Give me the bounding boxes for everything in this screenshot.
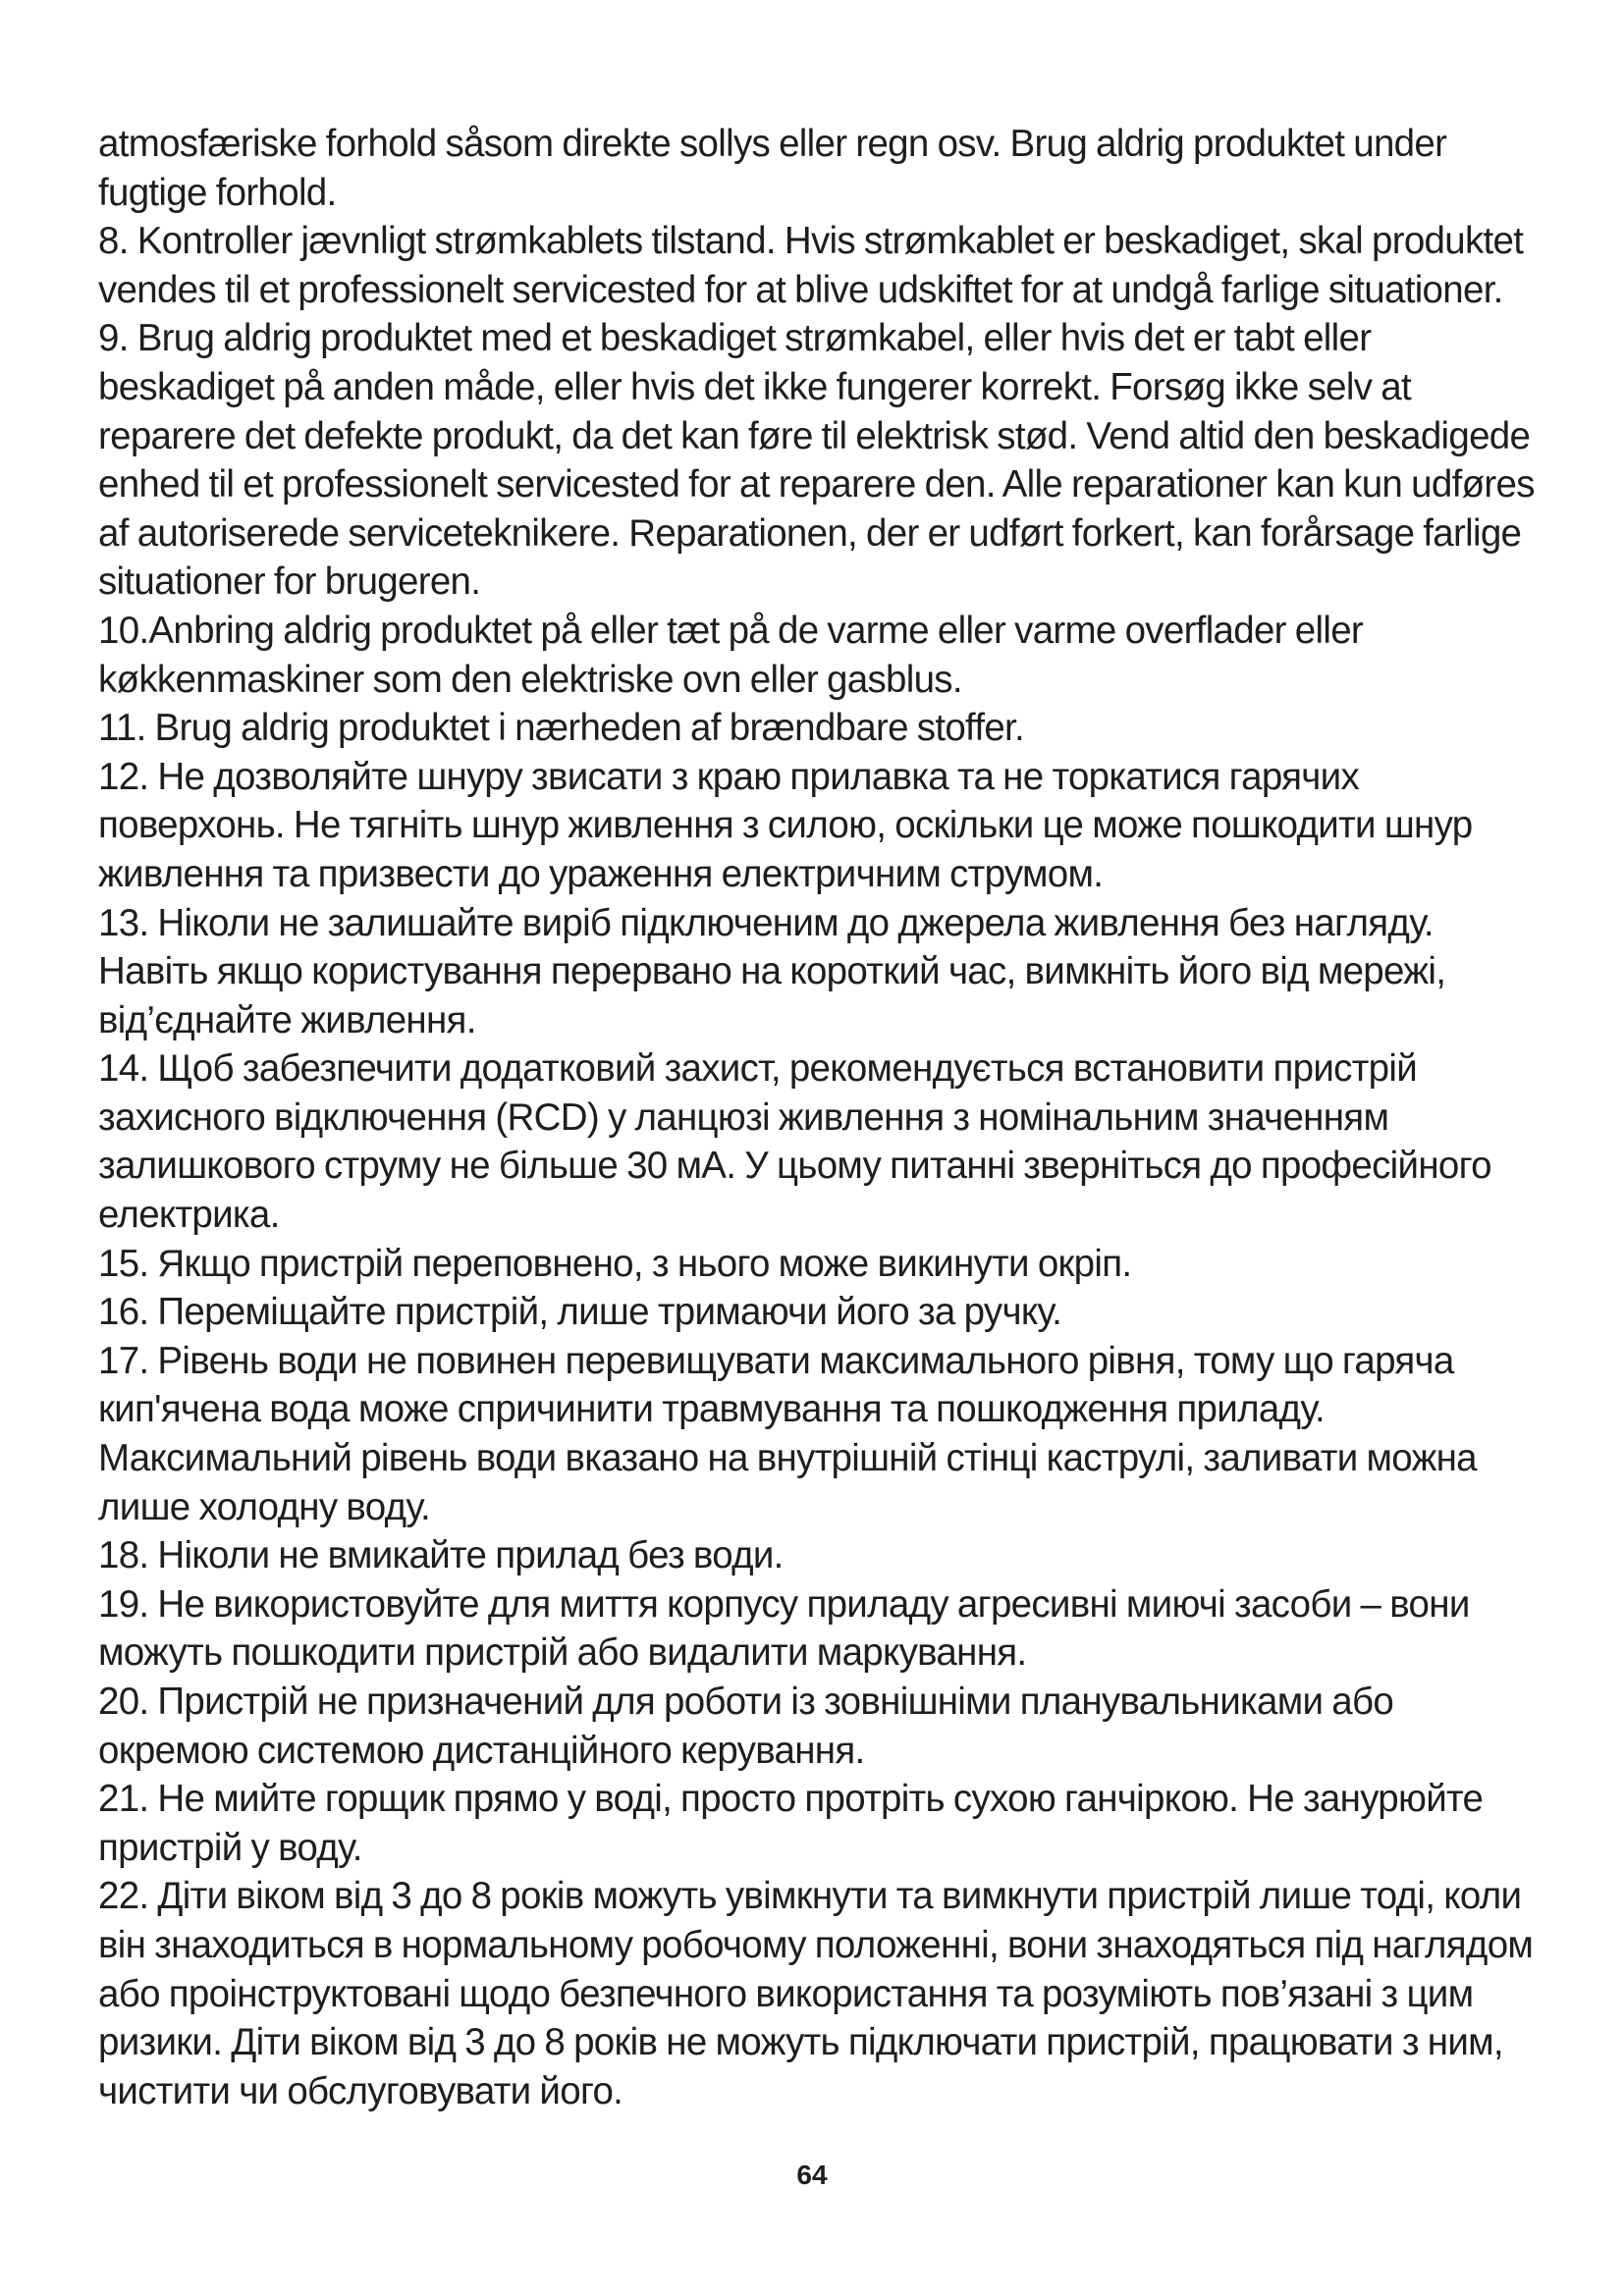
paragraph-item-12: 12. Не дозволяйте шнуру звисати з краю прилавка та не торкатися гарячих поверхонь. Не тягніть шнур живлення з силою, оскільки це може пошкодити шнур живлення та призвести до ураження електричним струмом. — [98, 755, 1473, 895]
paragraph-item-17: 17. Рівень води не повинен перевищувати максимального рівня, тому що гаряча кип'ячена вода може спричинити травмування та пошкодження приладу. Максимальний рівень води вказано на внутрішній стінці каструлі, заливати можна лише холодну воду. — [98, 1339, 1477, 1528]
paragraph-item-9: 9. Brug aldrig produktet med et beskadiget strømkabel, eller hvis det er tabt eller beskadiget på anden måde, eller hvis det ikke fungerer korrekt. Forsøg ikke selv at reparere det defekte produkt, da det kan føre til elektrisk stød. Vend altid den beskadigede enhed til et professionelt servicested for at reparere den. Alle reparationer kan kun udføres af autoriserede serviceteknikere. Reparationen, der er udført forkert, kan forårsage farlige situationer for brugeren. — [98, 317, 1535, 604]
paragraph-item-11: 11. Brug aldrig produktet i nærheden af brændbare stoffer. — [98, 707, 1025, 750]
paragraph-item-8: 8. Kontroller jævnligt strømkablets tilstand. Hvis strømkablet er beskadiget, skal produktet vendes til et professionelt servicested for at blive udskiftet for at undgå farlige situationer. — [98, 220, 1524, 311]
page-number: 64 — [796, 2160, 828, 2190]
paragraph-item-16: 16. Переміщайте пристрій, лише тримаючи його за ручку. — [98, 1291, 1062, 1334]
paragraph-item-15: 15. Якщо пристрій переповнено, з нього може викинути окріп. — [98, 1242, 1132, 1285]
paragraph-item-13: 13. Ніколи не залишайте виріб підключеним до джерела живлення без нагляду. Навіть якщо користування перервано на короткий час, вимкніть його від мережі, від’єднайте живлення. — [98, 901, 1446, 1041]
paragraph-item-20: 20. Пристрій не призначений для роботи із зовнішніми планувальниками або окремою системою дистанційного керування. — [98, 1681, 1394, 1772]
paragraph-item-18: 18. Ніколи не вмикайте прилад без води. — [98, 1534, 784, 1577]
paragraph-continuation-7: atmosfæriske forhold såsom direkte sollys eller regn osv. Brug aldrig produktet under fugtige forhold. — [98, 123, 1447, 214]
paragraph-item-22: 22. Діти віком від 3 до 8 років можуть увімкнути та вимкнути пристрій лише тоді, коли він знаходиться в нормальному робочому положенні, вони знаходяться під наглядом або проінструктовані щодо безпечного використання та розуміють пов’язані з цим ризики. Діти віком від 3 до 8 років не можуть підключати пристрій, працювати з ним, чистити чи обслуговувати його. — [98, 1875, 1534, 2112]
paragraph-item-21: 21. Не мийте горщик прямо у воді, просто протріть сухою ганчіркою. Не занурюйте пристрій у воду. — [98, 1778, 1484, 1869]
paragraph-item-14: 14. Щоб забезпечити додатковий захист, рекомендується встановити пристрій захисного відключення (RCD) у ланцюзі живлення з номінальним значенням залишкового струму не більше 30 мА. У цьому питанні зверніться до професійного електрика. — [98, 1047, 1491, 1237]
document-body — [98, 120, 1551, 2115]
paragraph-item-19: 19. Не використовуйте для миття корпусу приладу агресивні миючі засоби – вони можуть пошкодити пристрій або видалити маркування. — [98, 1582, 1470, 1675]
paragraph-item-10: 10.Anbring aldrig produktet på eller tæt på de varme eller varme overflader eller køkkenmaskiner som den elektriske ovn eller gasblus. — [98, 609, 1364, 701]
